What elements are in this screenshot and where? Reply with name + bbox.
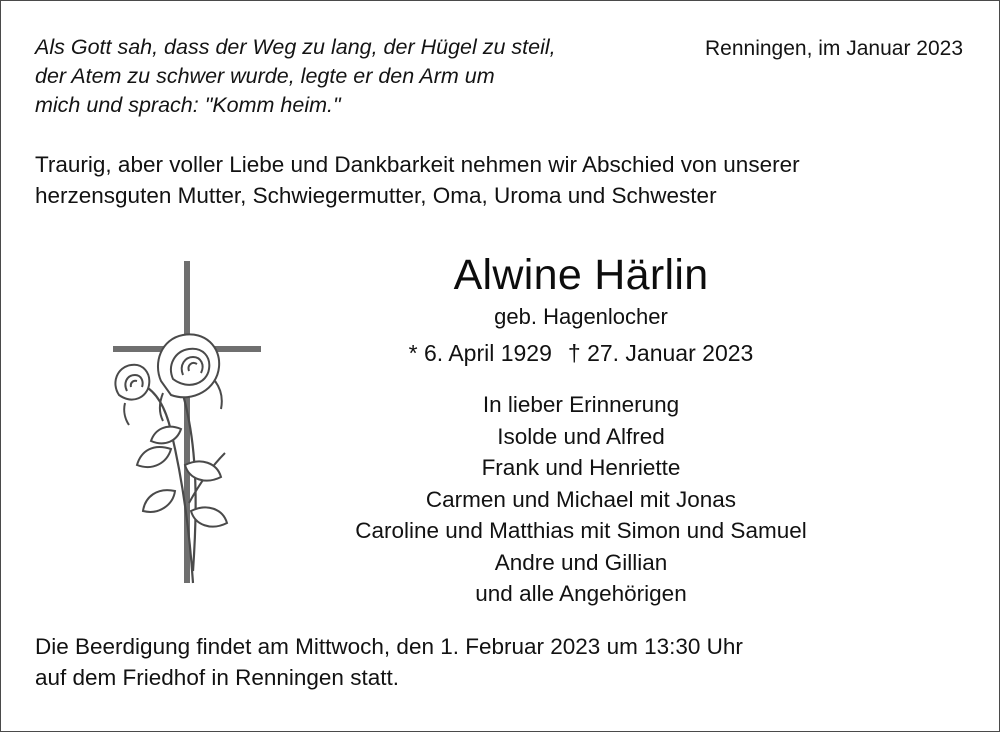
funeral-line-1: Die Beerdigung findet am Mittwoch, den 1. Februar 2023 um 13:30 Uhr: [35, 634, 743, 659]
intro-line-2: herzensguten Mutter, Schwiegermutter, Oma, Uroma und Schwester: [35, 183, 717, 208]
birth-date: * 6. April 1929: [408, 340, 552, 366]
list-item: In lieber Erinnerung: [482, 392, 680, 417]
funeral-details: [35, 631, 935, 693]
maiden-name: geb. Hagenlocher: [494, 304, 668, 329]
poem-line-2: der Atem zu schwer wurde, legte er den Arm um: [35, 64, 495, 88]
poem-verse: [35, 33, 655, 120]
list-item: Andre und Gillian: [494, 549, 668, 575]
poem-line-3: mich und sprach: "Komm heim.": [35, 93, 341, 117]
list-item: Caroline und Matthias mit Simon und Samuel: [355, 518, 807, 543]
life-dates: [301, 335, 861, 371]
deceased-name: Alwine Härlin: [453, 251, 709, 299]
deceased-name-block: [301, 249, 861, 371]
list-item: Frank und Henriette: [481, 455, 681, 480]
survivors-list: [301, 389, 861, 610]
cross-with-roses-icon: [97, 253, 297, 593]
death-date: † 27. Januar 2023: [567, 340, 754, 366]
poem-line-1: Als Gott sah, dass der Weg zu lang, der Hügel zu steil,: [35, 35, 556, 59]
intro-paragraph: [35, 149, 935, 211]
intro-line-1: Traurig, aber voller Liebe und Dankbarkeit nehmen wir Abschied von unserer: [35, 152, 800, 177]
list-item: und alle Angehörigen: [475, 581, 687, 606]
place-date: Renningen, im Januar 2023: [704, 37, 963, 60]
funeral-line-2: auf dem Friedhof in Renningen statt.: [35, 665, 399, 690]
list-item: Isolde und Alfred: [497, 423, 665, 449]
list-item: Carmen und Michael mit Jonas: [425, 486, 737, 512]
